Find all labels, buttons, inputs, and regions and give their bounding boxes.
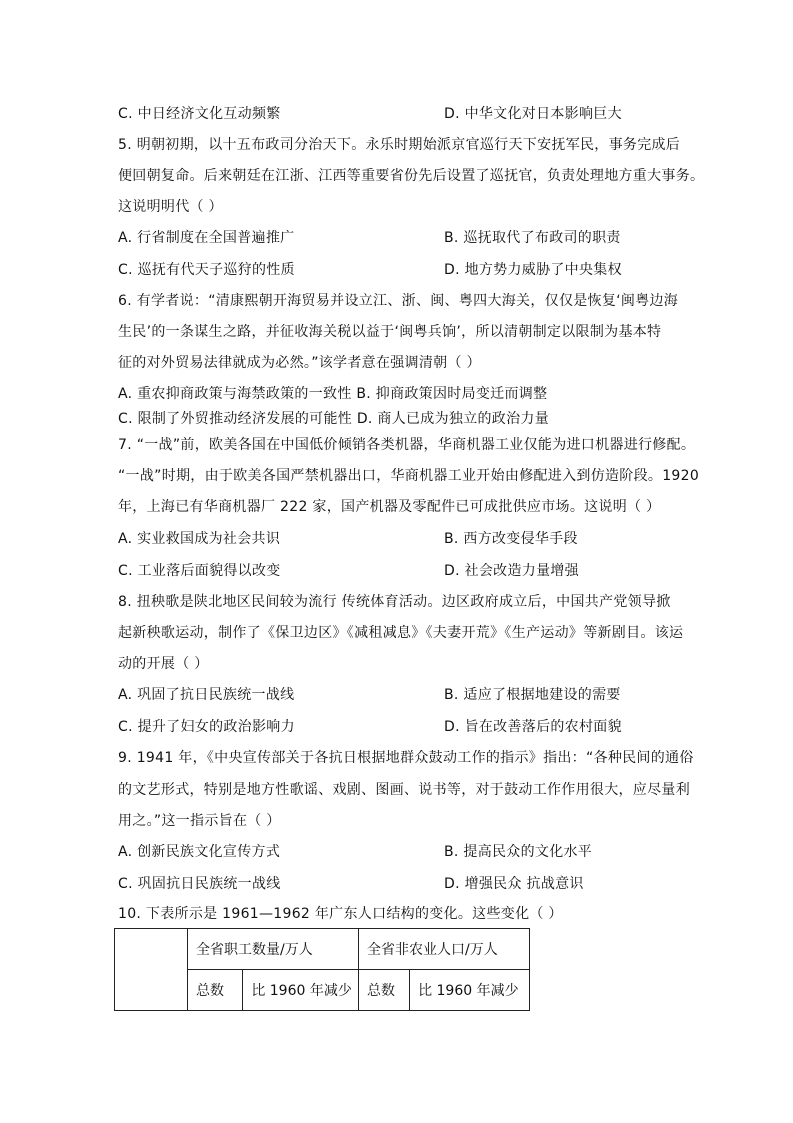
q5-option-d: D. 地方势力威胁了中央集权 xyxy=(444,262,622,278)
q9-option-b: B. 提高民众的文化水平 xyxy=(444,844,593,860)
header-workers: 全省职工数量/万人 xyxy=(188,929,359,970)
population-table xyxy=(114,928,530,1011)
q9-stem-line-1: 9. 1941 年，《中央宣传部关于各抗日根据地群众鼓动工作的指示》指出：“各种民间的通俗 xyxy=(118,750,694,766)
q7-stem-line-1: 7. “一战”前，欧美各国在中国低价倾销各类机器，华商机器工业仅能为进口机器进行修配。 xyxy=(118,437,696,453)
sub-decrease-1: 比 1960 年减少 xyxy=(243,970,359,1011)
q9-option-a: A. 创新民族文化宣传方式 xyxy=(118,844,281,860)
sub-total-1: 总数 xyxy=(188,970,243,1011)
q7-option-a: A. 实业救国成为社会共识 xyxy=(118,531,281,547)
q8-option-b: B. 适应了根据地建设的需要 xyxy=(444,687,621,703)
header-nonagri: 全省非农业人口/万人 xyxy=(359,929,530,970)
q8-option-d: D. 旨在改善落后的农村面貌 xyxy=(444,719,622,735)
q7-stem-line-2: “一战”时期，由于欧美各国严禁机器出口，华商机器工业开始由修配进入到仿造阶段。1920 xyxy=(118,468,700,484)
q7-option-c: C. 工业落后面貌得以改变 xyxy=(118,563,281,579)
q6-stem-line-2: 生民’的一条谋生之路，并征收海关税以益于‘闽粤兵饷’，所以清朝制定以限制为基本特 xyxy=(118,324,662,340)
q8-option-c: C. 提升了妇女的政治影响力 xyxy=(118,719,295,735)
q9-stem-line-2: 的文艺形式，特别是地方性歌谣、戏剧、图画、说书等，对于鼓动工作作用很大，应尽量利 xyxy=(118,782,690,798)
q5-option-b: B. 巡抚取代了布政司的职责 xyxy=(444,230,621,246)
q7-option-d: D. 社会改造力量增强 xyxy=(444,563,579,579)
q4-option-c: C. 中日经济文化互动频繁 xyxy=(118,106,281,122)
q8-option-a: A. 巩固了抗日民族统一战线 xyxy=(118,687,295,703)
sub-decrease-2: 比 1960 年减少 xyxy=(410,970,530,1011)
table-corner-cell xyxy=(115,929,188,1011)
q6-options-row-1: A. 重农抑商政策与海禁政策的一致性 B. 抑商政策因时局变迁而调整 xyxy=(118,386,548,402)
q9-option-d: D. 增强民众 抗战意识 xyxy=(444,876,584,892)
q5-option-c: C. 巡抚有代天子巡狩的性质 xyxy=(118,262,295,278)
q5-stem-line-1: 5. 明朝初期，以十五布政司分治天下。永乐时期始派京官巡行天下安抚军民，事务完成后 xyxy=(118,137,681,153)
table-row xyxy=(115,929,530,970)
q5-option-a: A. 行省制度在全国普遍推广 xyxy=(118,230,295,246)
q7-option-b: B. 西方改变侵华手段 xyxy=(444,531,578,547)
q4-option-d: D. 中华文化对日本影响巨大 xyxy=(444,106,622,122)
q8-stem-line-1: 8. 扭秧歌是陕北地区民间较为流行 传统体育活动。边区政府成立后，中国共产党领导掀 xyxy=(118,594,671,610)
q8-stem-line-2: 起新秧歌运动，制作了《保卫边区》《减租减息》《夫妻开荒》《生产运动》等新剧目。该运 xyxy=(118,625,684,641)
q5-stem-line-3: 这说明明代（ ） xyxy=(118,199,223,215)
q9-option-c: C. 巩固抗日民族统一战线 xyxy=(118,876,281,892)
sub-total-2: 总数 xyxy=(359,970,410,1011)
q6-options-row-2: C. 限制了外贸推动经济发展的可能性 D. 商人已成为独立的政治力量 xyxy=(118,411,550,427)
q5-stem-line-2: 便回朝复命。后来朝廷在江浙、江西等重要省份先后设置了巡抚官，负责处理地方重大事务。 xyxy=(118,168,705,184)
q10-stem: 10. 下表所示是 1961—1962 年广东人口结构的变化。这些变化（ ） xyxy=(118,906,563,922)
q6-stem-line-1: 6. 有学者说：“清康熙朝开海贸易并设立江、浙、闽、粤四大海关，仅仅是恢复‘闽粤边海 xyxy=(118,293,679,309)
q9-stem-line-3: 用之。”这一指示旨在（ ） xyxy=(118,813,281,829)
q7-stem-line-3: 年，上海已有华商机器厂 222 家，国产机器及零配件已可成批供应市场。这说明（ ） xyxy=(118,499,661,515)
q6-stem-line-3: 征的对外贸易法律就成为必然。”该学者意在强调清朝（ ） xyxy=(118,355,481,371)
q8-stem-line-3: 动的开展（ ） xyxy=(118,656,209,672)
